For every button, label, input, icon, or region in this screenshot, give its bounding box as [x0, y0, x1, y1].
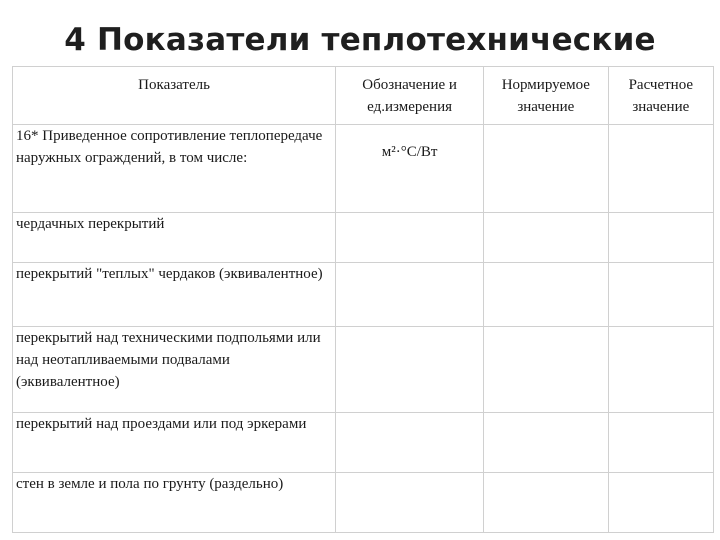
header-normative: Нормируемое значение	[484, 67, 609, 125]
unit-cell	[336, 327, 484, 413]
calculated-cell	[608, 125, 713, 213]
calculated-cell	[608, 263, 713, 327]
indicator-cell: перекрытий над проездами или под эркерами	[13, 413, 336, 473]
indicator-cell: 16* Приведенное сопротивление теплопередаче наружных ограждений, в том числе:	[13, 125, 336, 213]
normative-cell	[484, 327, 609, 413]
calculated-cell	[608, 473, 713, 533]
table-row	[13, 413, 714, 473]
normative-cell	[484, 473, 609, 533]
header-indicator: Показатель	[13, 67, 336, 125]
calculated-cell	[608, 413, 713, 473]
unit-cell	[336, 263, 484, 327]
table-row	[13, 263, 714, 327]
table-row	[13, 327, 714, 413]
unit-cell: м²·°С/Вт	[336, 125, 484, 213]
indicator-cell: чердачных перекрытий	[13, 213, 336, 263]
unit-cell	[336, 473, 484, 533]
thermal-indicators-table	[12, 66, 714, 533]
indicator-cell: перекрытий "теплых" чердаков (эквивалентное)	[13, 263, 336, 327]
normative-cell	[484, 213, 609, 263]
normative-cell	[484, 263, 609, 327]
slide-title: 4 Показатели теплотехнические	[64, 22, 656, 58]
table-header-row	[13, 67, 714, 125]
indicator-cell: стен в земле и пола по грунту (раздельно)	[13, 473, 336, 533]
table-row	[13, 125, 714, 213]
table-row	[13, 473, 714, 533]
header-calculated: Расчетное значение	[608, 67, 713, 125]
table-row	[13, 213, 714, 263]
indicator-cell: перекрытий над техническими подпольями или над неотапливаемыми подвалами (эквивалентное)	[13, 327, 336, 413]
header-designation: Обозначение и ед.измерения	[336, 67, 484, 125]
unit-cell	[336, 413, 484, 473]
unit-cell	[336, 213, 484, 263]
normative-cell	[484, 413, 609, 473]
calculated-cell	[608, 213, 713, 263]
normative-cell	[484, 125, 609, 213]
calculated-cell	[608, 327, 713, 413]
